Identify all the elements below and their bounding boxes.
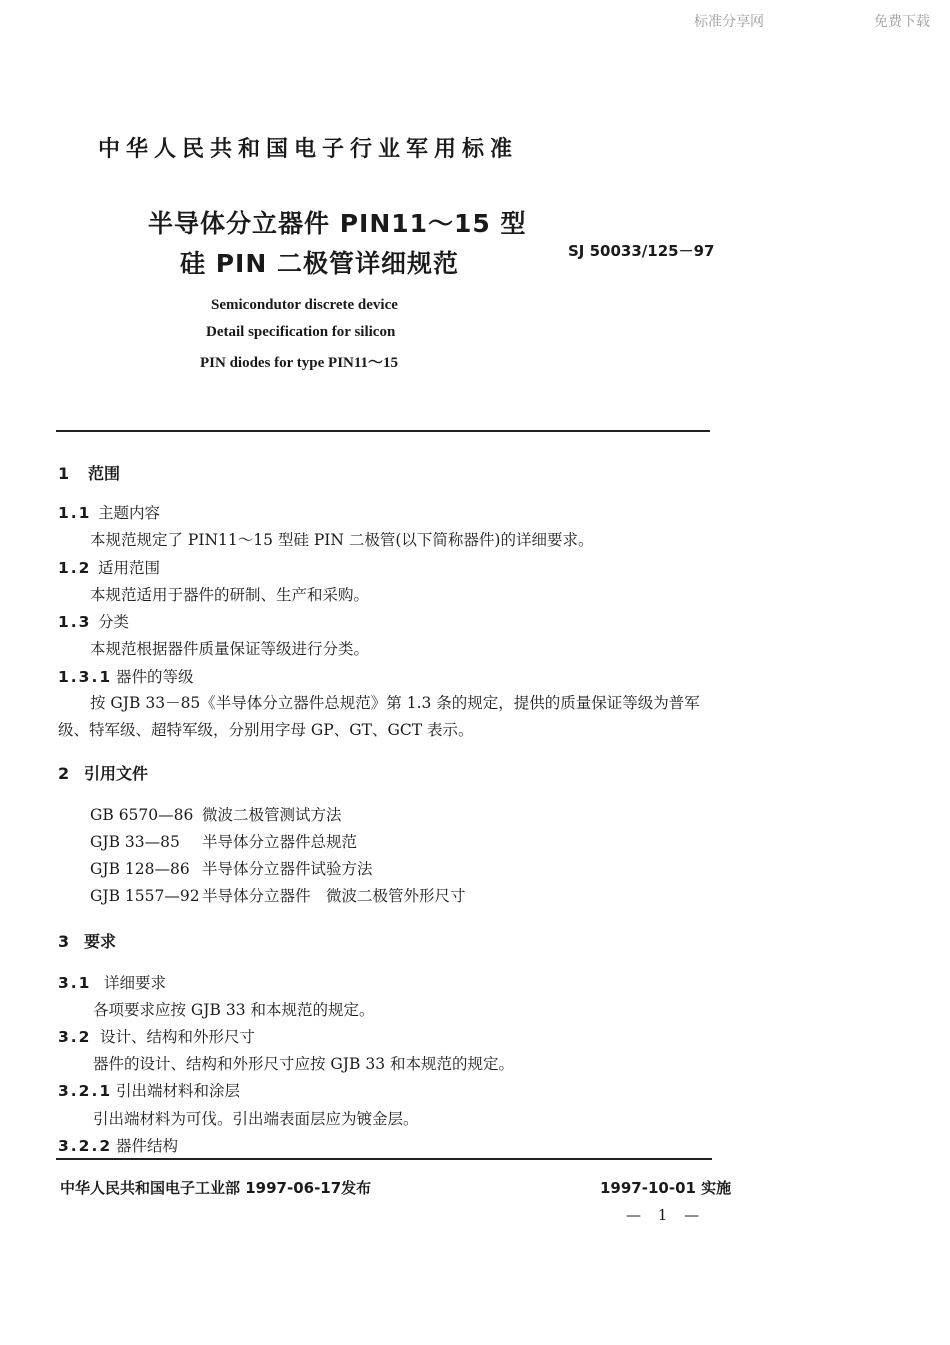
section-3-2-heading: [58, 1025, 255, 1047]
reference-name: 半导体分立器件总规范: [202, 833, 358, 851]
section-title: 要求: [84, 932, 117, 951]
reference-code: GJB 1557—92: [90, 887, 200, 905]
section-3-1-heading: [58, 971, 166, 993]
section-3-2-body: 器件的设计、结构和外形尺寸应按 GJB 33 和本规范的规定。: [93, 1055, 514, 1073]
section-1-heading: [58, 461, 120, 484]
watermark-left: 标准分享网: [694, 14, 764, 30]
section-number: 1.2: [58, 559, 92, 577]
section-title: 器件的等级: [116, 668, 194, 686]
standard-body: 中华人民共和国电子行业军用标准: [98, 137, 519, 162]
reference-name: 微波二极管测试方法: [202, 806, 342, 824]
section-1-3-1-body-line-1: 按 GJB 33－85《半导体分立器件总规范》第 1.3 条的规定，提供的质量保证等级为普军: [90, 694, 700, 712]
effective-date: 1997-10-01 实施: [600, 1179, 732, 1197]
section-1-3-heading: [58, 610, 129, 632]
reference-name: 半导体分立器件试验方法: [202, 860, 373, 878]
section-title: 适用范围: [98, 559, 161, 577]
reference-name: 半导体分立器件 微波二极管外形尺寸: [202, 887, 466, 905]
section-number: 1.3: [58, 613, 92, 631]
page-number: — 1 —: [626, 1206, 706, 1224]
section-number: 3.1: [58, 974, 92, 992]
section-title: 引出端材料和涂层: [116, 1082, 241, 1100]
section-3-1-body: 各项要求应按 GJB 33 和本规范的规定。: [93, 1001, 375, 1019]
issue-statement: 中华人民共和国电子工业部 1997-06-17发布: [60, 1179, 372, 1197]
section-number: 2: [58, 764, 72, 783]
section-1-3-1-body-line-2: 级、特军级、超特军级，分别用字母 GP、GT、GCT 表示。: [58, 721, 474, 739]
section-1-1-heading: [58, 501, 160, 523]
section-1-2-heading: [58, 556, 160, 578]
reference-item: [90, 884, 466, 906]
section-3-heading: [58, 929, 116, 952]
section-3-2-1-heading: [58, 1079, 240, 1101]
reference-item: [90, 830, 357, 852]
standard-number: SJ 50033/125－97: [568, 242, 715, 260]
title-line-2: 硅 PIN 二极管详细规范: [180, 249, 459, 278]
reference-code: GB 6570—86: [90, 806, 194, 824]
section-number: 3: [58, 932, 72, 951]
english-title-line-1: Semicondutor discrete device: [211, 297, 398, 313]
english-title-line-2: Detail specification for silicon: [206, 324, 396, 340]
section-title: 引用文件: [84, 764, 149, 783]
section-number: 1: [58, 464, 72, 483]
reference-item: [90, 857, 373, 879]
watermark-right: 免费下载: [874, 14, 930, 30]
section-title: 主题内容: [98, 504, 161, 522]
section-1-3-1-heading: [58, 665, 194, 687]
section-1-2-body: 本规范适用于器件的研制、生产和采购。: [90, 586, 370, 604]
section-1-3-body: 本规范根据器件质量保证等级进行分类。: [90, 640, 370, 658]
section-1-1-body: 本规范规定了 PIN11～15 型硅 PIN 二极管(以下简称器件)的详细要求。: [90, 531, 594, 549]
section-number: 1.3.1: [58, 668, 113, 686]
section-title: 详细要求: [104, 974, 167, 992]
section-number: 3.2.2: [58, 1137, 113, 1155]
section-3-2-1-body: 引出端材料为可伐。引出端表面层应为镀金层。: [93, 1110, 419, 1128]
section-title: 分类: [98, 613, 130, 631]
reference-item: [90, 803, 342, 825]
title-line-1: 半导体分立器件 PIN11～15 型: [148, 209, 527, 238]
footer-rule: [56, 1158, 712, 1160]
header-rule: [56, 430, 710, 432]
section-title: 范围: [88, 464, 121, 483]
section-2-heading: [58, 761, 148, 784]
section-3-2-2-heading: [58, 1134, 178, 1156]
section-number: 1.1: [58, 504, 92, 522]
section-title: 器件结构: [116, 1137, 179, 1155]
section-number: 3.2.1: [58, 1082, 113, 1100]
english-title-line-3: PIN diodes for type PIN11～15: [200, 355, 399, 371]
reference-code: GJB 128—86: [90, 860, 190, 878]
section-number: 3.2: [58, 1028, 92, 1046]
section-title: 设计、结构和外形尺寸: [100, 1028, 256, 1046]
reference-code: GJB 33—85: [90, 833, 180, 851]
